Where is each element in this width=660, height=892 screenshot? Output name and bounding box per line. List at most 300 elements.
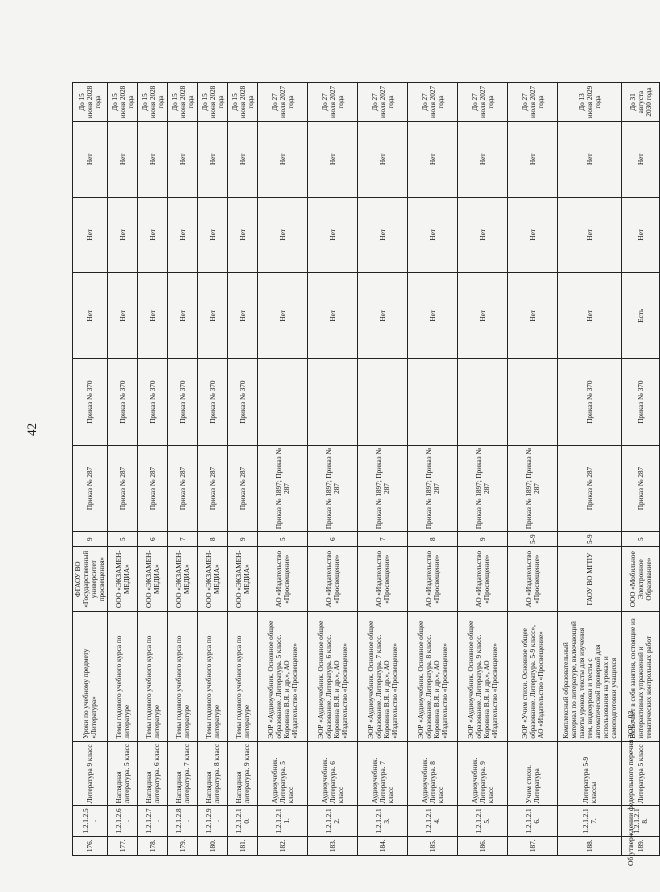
row-code: 1.2.1.2.16. — [524, 808, 541, 834]
order-1-cell — [308, 445, 358, 531]
resource-name: Наглядная литература. 7 класс — [174, 743, 191, 804]
row-code: 1.2.1.2.6. — [114, 808, 131, 834]
row-code-cell — [308, 806, 358, 836]
resource-name-cell — [108, 741, 138, 806]
flag-2-cell — [358, 197, 408, 273]
flag-2-cell — [73, 197, 108, 273]
resource-name-cell — [458, 741, 508, 806]
flag-1: Нет — [428, 310, 437, 322]
flag-3: Нет — [238, 153, 247, 166]
order-1: Приказ № 287 — [208, 466, 217, 511]
table-row — [458, 83, 508, 856]
resource-description: Темы годового учебного курса по литературе — [234, 635, 251, 739]
publisher-cell — [198, 547, 228, 612]
row-number-cell — [138, 836, 168, 855]
publisher-cell — [458, 547, 508, 612]
resource-name: Аудиоучебник. Литература. 7 класс — [370, 757, 395, 804]
order-2-cell — [458, 359, 508, 445]
row-code-cell — [358, 806, 408, 836]
publisher: ГАОУ ВО МГПУ — [585, 552, 594, 606]
publisher: АО «Издательство «Просвещение» — [324, 550, 341, 608]
flag-3: Нет — [328, 153, 337, 166]
row-code-cell — [258, 806, 308, 836]
resource-description: ЭОР «Учим стихи. Основное общее образование. Литература. 5-9 класс», АО «Издательство «Просвещение» — [520, 625, 545, 739]
order-1: Приказ № 1897; Приказ № 287 — [524, 447, 541, 530]
table-row — [558, 83, 622, 856]
publisher-cell — [308, 547, 358, 612]
valid-until: До 15 июня 2028 года — [110, 85, 135, 119]
flag-1-cell — [73, 273, 108, 359]
order-2-cell — [558, 359, 622, 445]
grade-cell — [258, 532, 308, 547]
table-row — [168, 83, 198, 856]
publisher: АО «Издательство «Просвещение» — [274, 550, 291, 608]
order-2-cell — [258, 359, 308, 445]
publisher: АО «Издательство «Просвещение» — [374, 550, 391, 608]
order-1-cell — [622, 445, 660, 531]
resource-name-cell — [508, 741, 558, 806]
table-row — [408, 83, 458, 856]
resource-name-cell — [168, 741, 198, 806]
row-number-cell — [458, 836, 508, 855]
row-number: 189. — [636, 839, 645, 853]
grade: 5 — [636, 537, 645, 542]
order-2-cell — [622, 359, 660, 445]
row-number-cell — [108, 836, 138, 855]
resource-name-cell — [228, 741, 258, 806]
grade-cell — [198, 532, 228, 547]
flag-1: Нет — [178, 310, 187, 322]
flag-3: Нет — [428, 153, 437, 166]
flag-1-cell — [168, 273, 198, 359]
table-row — [258, 83, 308, 856]
resource-description-cell — [408, 612, 458, 742]
flag-2: Нет — [148, 229, 157, 241]
row-number: 188. — [585, 839, 594, 853]
grade-cell — [408, 532, 458, 547]
table-row — [508, 83, 558, 856]
resource-name-cell — [73, 741, 108, 806]
row-code-cell — [73, 806, 108, 836]
flag-1-cell — [138, 273, 168, 359]
row-number: 178. — [148, 839, 157, 853]
table-row — [73, 83, 108, 856]
order-1: Приказ № 287 — [238, 466, 247, 511]
grade: 9 — [86, 537, 95, 542]
flag-3-cell — [138, 121, 168, 197]
flag-1: Нет — [585, 310, 594, 322]
order-1: Приказ № 287 — [178, 466, 187, 511]
row-number: 179. — [178, 839, 187, 853]
publisher: АО «Издательство «Просвещение» — [424, 550, 441, 608]
flag-1-cell — [358, 273, 408, 359]
table-row — [228, 83, 258, 856]
resource-description: ЭОР «Аудиоучебник. Основное общее образование. Литература. 6 класс. Коровина В.Я. и др.», АО «Издательство «Просвещение» — [316, 620, 349, 739]
flag-3: Нет — [636, 153, 645, 166]
flag-3-cell — [622, 121, 660, 197]
order-2: Приказ № 370 — [118, 380, 127, 424]
grade: 9 — [478, 537, 487, 542]
valid-until: До 15 июня 2028 года — [170, 85, 195, 119]
resource-name: Аудиоучебник. Литература. 8 класс — [420, 757, 445, 804]
valid-until-cell — [108, 83, 138, 122]
table-row — [108, 83, 138, 856]
valid-until-cell — [458, 83, 508, 122]
flag-2: Нет — [278, 229, 287, 241]
row-code-cell — [168, 806, 198, 836]
row-number: 182. — [278, 839, 287, 853]
flag-1: Нет — [148, 310, 157, 322]
flag-2-cell — [198, 197, 228, 273]
flag-2: Нет — [178, 229, 187, 241]
row-code-cell — [228, 806, 258, 836]
resource-name-cell — [198, 741, 228, 806]
valid-until-cell — [358, 83, 408, 122]
resource-name-cell — [138, 741, 168, 806]
valid-until: До 27 июля 2027 года — [420, 85, 445, 119]
publisher-cell — [228, 547, 258, 612]
grade: 7 — [378, 537, 387, 542]
order-1: Приказ № 287 — [585, 466, 594, 511]
grade-cell — [508, 532, 558, 547]
flag-2: Нет — [428, 229, 437, 241]
grade: 8 — [208, 537, 217, 542]
grade: 5 — [118, 537, 127, 542]
flag-2-cell — [108, 197, 138, 273]
order-1: Приказ № 1897; Приказ № 287 — [324, 447, 341, 530]
flag-1-cell — [198, 273, 228, 359]
row-code: 1.2.1.2.13. — [374, 808, 391, 834]
flag-2: Нет — [118, 229, 127, 241]
resource-name: Учим стихи. Литература — [524, 765, 541, 804]
row-number: 176. — [86, 839, 95, 853]
publisher-cell — [168, 547, 198, 612]
flag-1-cell — [228, 273, 258, 359]
order-1-cell — [228, 445, 258, 531]
valid-until-cell — [198, 83, 228, 122]
valid-until-cell — [168, 83, 198, 122]
flag-1: Нет — [208, 310, 217, 322]
row-code-cell — [508, 806, 558, 836]
resource-description: Комплексный образовательный материал по литературе, включающий пакеты уроков, тексты для изучения тем, видеоуроки и тесты с автоматической проверкой для использования на уроках и самоподготовки учащихся — [561, 621, 618, 739]
flag-1-cell — [108, 273, 138, 359]
resource-description: Темы годового учебного курса по литературе — [114, 635, 131, 739]
resource-name-cell — [358, 741, 408, 806]
resource-description-cell — [168, 612, 198, 742]
order-1-cell — [138, 445, 168, 531]
valid-until: До 27 июля 2027 года — [270, 85, 295, 119]
flag-2-cell — [508, 197, 558, 273]
valid-until: До 15 июня 2028 года — [78, 85, 103, 119]
grade-cell — [228, 532, 258, 547]
flag-1: Нет — [238, 310, 247, 322]
resource-name: Литература 5 класс — [636, 744, 645, 804]
grade: 6 — [328, 537, 337, 542]
resource-name-cell — [308, 741, 358, 806]
flag-2-cell — [408, 197, 458, 273]
valid-until: До 31 августа 2030 года — [628, 87, 653, 117]
valid-until-cell — [408, 83, 458, 122]
row-code-cell — [198, 806, 228, 836]
flag-2-cell — [622, 197, 660, 273]
grade: 5-9 — [585, 534, 594, 545]
resource-name: Наглядная литература. 6 класс — [144, 743, 161, 804]
flag-3-cell — [308, 121, 358, 197]
row-number: 187. — [528, 839, 537, 853]
resource-description-cell — [73, 612, 108, 742]
row-code: 1.2.1.2.10. — [234, 808, 251, 834]
order-2-cell — [73, 359, 108, 445]
row-code: 1.2.1.2.8. — [174, 808, 191, 834]
flag-1-cell — [558, 273, 622, 359]
row-number: 185. — [428, 839, 437, 853]
valid-until-cell — [308, 83, 358, 122]
order-2: Приказ № 370 — [86, 380, 95, 424]
resource-description: Включает в себя занятия, состоящие из интерактивных упражнений и тематических контрольных работ — [628, 618, 653, 739]
order-2-cell — [508, 359, 558, 445]
valid-until-cell — [508, 83, 558, 122]
publisher: АО «Издательство «Просвещение» — [474, 550, 491, 608]
flag-2-cell — [168, 197, 198, 273]
publisher: ООО «ЭКЗАМЕН-МЕДИА» — [204, 550, 221, 608]
resource-name: Аудиоучебник. Литература. 9 класс — [470, 757, 495, 804]
row-number: 181. — [238, 839, 247, 853]
resource-description-cell — [358, 612, 408, 742]
order-1-cell — [108, 445, 138, 531]
flag-2-cell — [258, 197, 308, 273]
publisher: ООО «ЭКЗАМЕН-МЕДИА» — [114, 550, 131, 608]
row-number: 184. — [378, 839, 387, 853]
grade-cell — [138, 532, 168, 547]
grade-cell — [458, 532, 508, 547]
publisher-cell — [622, 547, 660, 612]
resource-description-cell — [198, 612, 228, 742]
flag-2: Нет — [86, 229, 95, 241]
row-code: 1.2.1.2.5. — [82, 808, 99, 834]
order-1-cell — [358, 445, 408, 531]
order-1: Приказ № 287 — [118, 466, 127, 511]
order-2: Приказ № 370 — [585, 380, 594, 424]
flag-2: Нет — [636, 229, 645, 241]
publisher-cell — [108, 547, 138, 612]
row-code: 1.2.1.2.17. — [581, 808, 598, 834]
row-code-cell — [408, 806, 458, 836]
resource-description: ЭОР «Аудиоучебник. Основное общее образование. Литература. 5 класс. Коровина В.Я. и др.», АО «Издательство «Просвещение» — [266, 620, 299, 739]
resource-description: Темы годового учебного курса по литературе — [174, 635, 191, 739]
flag-1: Нет — [528, 310, 537, 322]
flag-3: Нет — [178, 153, 187, 166]
order-1-cell — [558, 445, 622, 531]
flag-1-cell — [408, 273, 458, 359]
resource-description: ЭОР «Аудиоучебник. Основное общее образование. Литература. 7 класс. Коровина В.Я. и др.», АО «Издательство «Просвещение» — [366, 620, 399, 739]
flag-1: Нет — [378, 310, 387, 322]
order-1-cell — [258, 445, 308, 531]
order-2: Приказ № 370 — [636, 380, 645, 424]
resource-description-cell — [508, 612, 558, 742]
flag-2: Нет — [478, 229, 487, 241]
publisher: ООО «ЭКЗАМЕН-МЕДИА» — [144, 550, 161, 608]
valid-until-cell — [258, 83, 308, 122]
table-row — [358, 83, 408, 856]
order-2: Приказ № 370 — [208, 380, 217, 424]
publisher-cell — [73, 547, 108, 612]
grade-cell — [168, 532, 198, 547]
grade: 9 — [238, 537, 247, 542]
row-code: 1.2.1.2.14. — [424, 808, 441, 834]
flag-1-cell — [458, 273, 508, 359]
row-number-cell — [168, 836, 198, 855]
flag-1: Есть — [636, 308, 645, 323]
resource-name-cell — [558, 741, 622, 806]
flag-2-cell — [458, 197, 508, 273]
resource-description-cell — [108, 612, 138, 742]
row-number-cell — [198, 836, 228, 855]
flag-3-cell — [258, 121, 308, 197]
row-number-cell — [558, 836, 622, 855]
order-1-cell — [168, 445, 198, 531]
resource-name: Аудиоучебник. Литература. 6 класс — [320, 757, 345, 804]
resource-description-cell — [558, 612, 622, 742]
row-number-cell — [408, 836, 458, 855]
order-1: Приказ № 1897; Приказ № 287 — [274, 447, 291, 530]
flag-2: Нет — [378, 229, 387, 241]
order-1-cell — [408, 445, 458, 531]
valid-until: До 15 июня 2028 года — [140, 85, 165, 119]
grade: 7 — [178, 537, 187, 542]
row-code: 1.2.1.2.11. — [274, 808, 291, 834]
resource-name: Наглядная литература. 9 класс — [234, 743, 251, 804]
order-1-cell — [73, 445, 108, 531]
order-1-cell — [508, 445, 558, 531]
flag-3-cell — [408, 121, 458, 197]
resource-description-cell — [458, 612, 508, 742]
grade-cell — [73, 532, 108, 547]
grade: 6 — [148, 537, 157, 542]
grade-cell — [622, 532, 660, 547]
valid-until-cell — [73, 83, 108, 122]
flag-2-cell — [228, 197, 258, 273]
publisher-cell — [408, 547, 458, 612]
publisher-cell — [558, 547, 622, 612]
row-code-cell — [558, 806, 622, 836]
resource-description: ЭОР «Аудиоучебник. Основное общее образование. Литература. 9 класс. Коровина В.Я. и др.», АО «Издательство «Просвещение» — [466, 620, 499, 739]
grade-cell — [308, 532, 358, 547]
flag-3-cell — [108, 121, 138, 197]
table-row — [308, 83, 358, 856]
row-number: 180. — [208, 839, 217, 853]
flag-3-cell — [228, 121, 258, 197]
row-code: 1.2.1.2.7. — [144, 808, 161, 834]
valid-until: До 27 июля 2027 года — [370, 85, 395, 119]
flag-3: Нет — [86, 153, 95, 166]
order-2-cell — [168, 359, 198, 445]
order-2-cell — [308, 359, 358, 445]
row-code: 1.2.1.2.15. — [474, 808, 491, 834]
valid-until-cell — [622, 83, 660, 122]
flag-2: Нет — [585, 229, 594, 241]
row-code: 1.2.1.2.9. — [204, 808, 221, 834]
row-number-cell — [508, 836, 558, 855]
flag-1: Нет — [278, 310, 287, 322]
order-1: Приказ № 287 — [148, 466, 157, 511]
valid-until: До 13 июня 2029 года — [577, 85, 602, 119]
flag-2: Нет — [328, 229, 337, 241]
resource-name: Литература 9 класс — [86, 744, 95, 804]
resource-name: Аудиоучебник. Литература. 5 класс — [270, 757, 295, 804]
flag-1: Нет — [328, 310, 337, 322]
flag-3-cell — [168, 121, 198, 197]
row-code-cell — [108, 806, 138, 836]
flag-3-cell — [358, 121, 408, 197]
flag-3-cell — [198, 121, 228, 197]
publisher-cell — [508, 547, 558, 612]
order-1-cell — [198, 445, 228, 531]
row-number: 183. — [328, 839, 337, 853]
valid-until: До 27 июля 2027 года — [470, 85, 495, 119]
flag-3: Нет — [208, 153, 217, 166]
resource-description-cell — [258, 612, 308, 742]
flag-2: Нет — [208, 229, 217, 241]
resource-name: Наглядная литература. 5 класс — [114, 743, 131, 804]
valid-until-cell — [138, 83, 168, 122]
flag-3-cell — [458, 121, 508, 197]
flag-3: Нет — [528, 153, 537, 166]
publisher: ООО «Мобильное Электронное Образование» — [628, 551, 653, 608]
publisher-cell — [358, 547, 408, 612]
order-2-cell — [198, 359, 228, 445]
flag-3: Нет — [378, 153, 387, 166]
order-2: Приказ № 370 — [148, 380, 157, 424]
row-code: 1.2.1.2.12. — [324, 808, 341, 834]
order-2: Приказ № 370 — [238, 380, 247, 424]
row-number-cell — [308, 836, 358, 855]
order-2-cell — [138, 359, 168, 445]
row-code-cell — [138, 806, 168, 836]
order-1-cell — [458, 445, 508, 531]
row-number-cell — [358, 836, 408, 855]
resource-description: Темы годового учебного курса по литературе — [144, 635, 161, 739]
publisher: ФГАОУ ВО «Государственный университет просвещения» — [74, 550, 107, 608]
row-number-cell — [258, 836, 308, 855]
resource-name-cell — [408, 741, 458, 806]
row-number-cell — [228, 836, 258, 855]
valid-until: До 15 июня 2028 года — [200, 85, 225, 119]
flag-3: Нет — [278, 153, 287, 166]
row-number: 186. — [478, 839, 487, 853]
footer-note: Об утверждении федерального перечня ЗОР - 03 — [626, 710, 635, 866]
publisher: АО «Издательство «Просвещение» — [524, 550, 541, 608]
flag-1: Нет — [86, 310, 95, 322]
order-1: Приказ № 1897; Приказ № 287 — [424, 447, 441, 530]
flag-3: Нет — [585, 153, 594, 166]
resource-description-cell — [138, 612, 168, 742]
flag-3: Нет — [118, 153, 127, 166]
grade-cell — [108, 532, 138, 547]
valid-until-cell — [228, 83, 258, 122]
grade: 5-9 — [528, 534, 537, 545]
grade-cell — [558, 532, 622, 547]
order-2-cell — [408, 359, 458, 445]
order-2-cell — [108, 359, 138, 445]
order-1: Приказ № 1897; Приказ № 287 — [374, 447, 391, 530]
flag-1-cell — [258, 273, 308, 359]
flag-3: Нет — [478, 153, 487, 166]
publisher-cell — [258, 547, 308, 612]
row-number-cell — [73, 836, 108, 855]
grade-cell — [358, 532, 408, 547]
flag-1: Нет — [118, 310, 127, 322]
table-row — [138, 83, 168, 856]
